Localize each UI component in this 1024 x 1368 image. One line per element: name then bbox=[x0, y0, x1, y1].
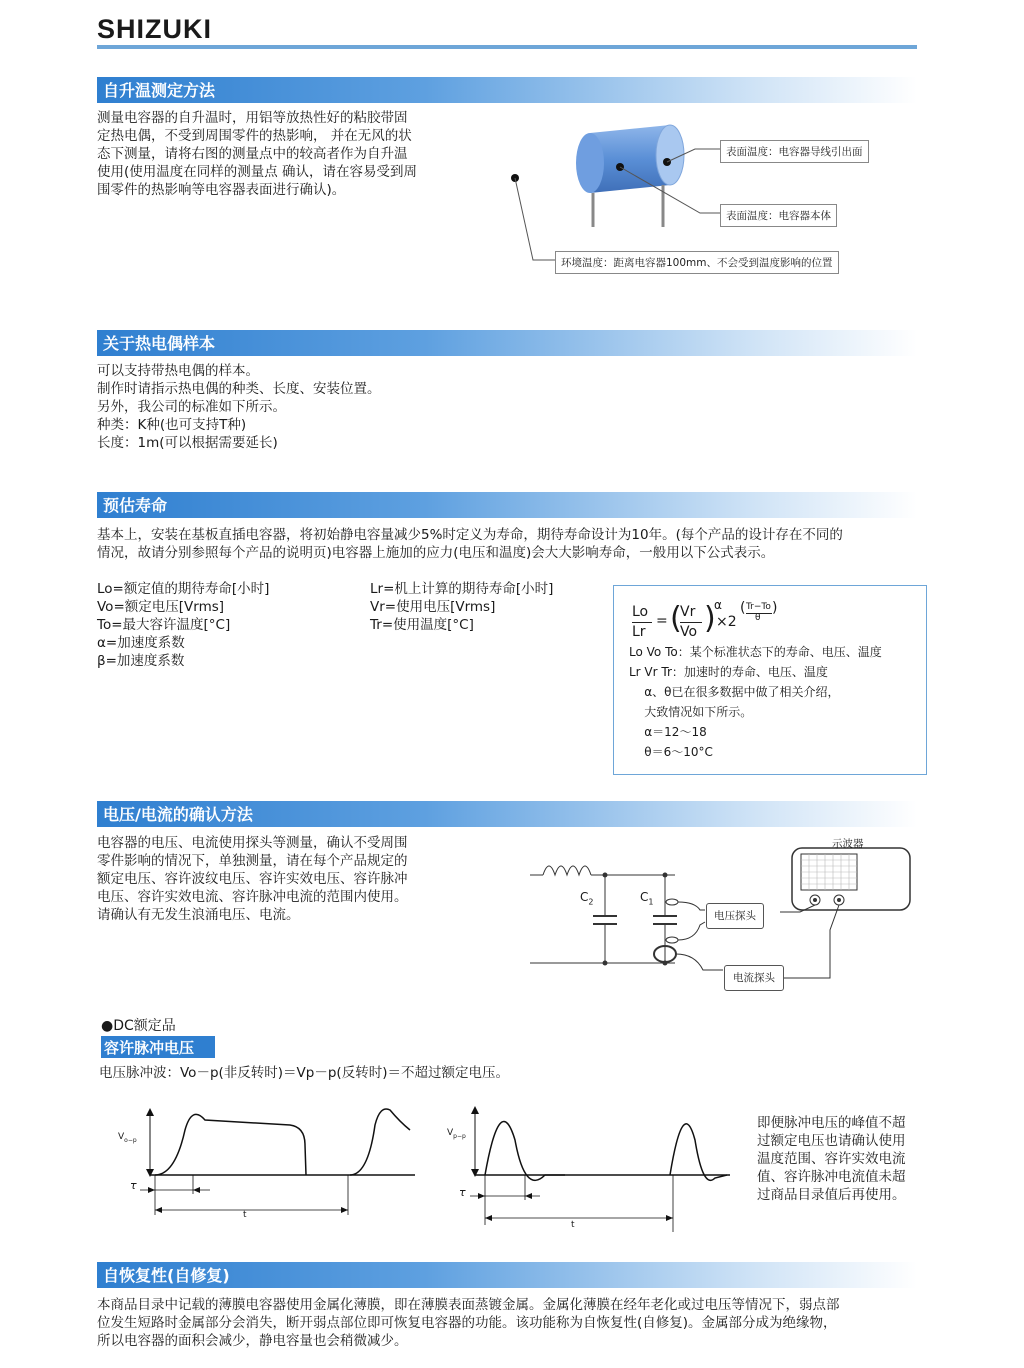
life-body: 基本上，安装在基板直插电容器，将初始静电容量减少5%时定义为寿命，期待寿命设计为10年。(每个产品的设计存在不同的 情况，故请分别参照每个产品的说明页)电容器上施加的应力(电压和温度)会大大影响寿命，一般用以下公式表示。 bbox=[97, 527, 843, 561]
vpp-label: $V_{p-p}$ bbox=[447, 1128, 466, 1140]
pulse-note: 即便脉冲电压的峰值不超 过额定电压也请确认使用 温度范围、容许实效电流 值、容许脉冲电流值未超 过商品目录值后再使用。 bbox=[757, 1115, 906, 1203]
formula-notes: Lo Vo To：某个标准状态下的寿命、电压、温度 Lr Vr Tr：加速时的寿命、电压、温度 α、θ已在很多数据中做了相关介绍， 大致情况如下所示。 α＝12〜18 θ＝6〜10°C bbox=[629, 645, 882, 759]
t-label-1: t bbox=[243, 1210, 247, 1220]
scope-label: 示波器 bbox=[832, 838, 864, 850]
current-probe-label: 电流探头 bbox=[724, 965, 784, 991]
t-label-2: t bbox=[571, 1220, 575, 1230]
formula-box: Lo Lr = ( Vr Vo ) α ×2 ( Tr−To θ ) Lo Vo To：某个标准状态下的寿命、电压、温度 Lr Vr Tr：加速时的寿命、电压、温度 α、θ已在很多数据中做了相关介绍， 大致情况如下所示。 α＝12〜18 θ＝6〜10°C bbox=[613, 585, 927, 775]
thermocouple-body: 可以支持带热电偶的样本。 制作时请指示热电偶的种类、长度、安装位置。 另外，我公司的标准如下所示。 种类：K种(也可支持T种) 长度：1m(可以根据需要延长) bbox=[97, 363, 381, 451]
section-header-selfheal bbox=[97, 1262, 917, 1288]
section-header-voltage bbox=[97, 801, 917, 827]
voltage-probe-label: 电压探头 bbox=[706, 903, 764, 929]
label-ambient: 环境温度：距离电容器100mm、不会受到温度影响的位置 bbox=[555, 251, 839, 274]
self-heat-body: 测量电容器的自升温时，用铝等放热性好的粘胶带固 定热电偶，不受到周围零件的热影响， 并在无风的状 态下测量，请将右图的测量点中的较高者作为自升温 使用(使用温度在同样的测量点 确认，请在容易受到周 围零件的热影响等电容器表面进行确认)。 bbox=[97, 110, 418, 198]
brand-logo: SHIZUKI bbox=[97, 14, 212, 44]
section-title: 自恢复性(自修复) bbox=[103, 1266, 230, 1285]
tau-label-2: τ bbox=[459, 1186, 466, 1199]
voltage-body: 电容器的电压、电流使用探头等测量，确认不受周围 零件影响的情况下，单独测量，请在每个产品规定的 额定电压、容许波纹电压、容许实效电压、容许脉冲 电压、容许实效电流、容许脉冲电流的范围内使用。 请确认有无发生浪涌电压、电流。 bbox=[97, 835, 408, 923]
life-defs-right: Lr=机上计算的期待寿命[小时] Vr=使用电压[Vrms] Tr=使用温度[°C] bbox=[370, 581, 554, 633]
c2-label: $C_2$ bbox=[580, 890, 594, 907]
pulse-formula: 电压脉冲波：Vo－p(非反转时)＝Vp－p(反转时)＝不超过额定电压。 bbox=[99, 1065, 509, 1081]
pulse-chart-inverted bbox=[445, 1100, 735, 1240]
section-title: 自升温测定方法 bbox=[103, 81, 216, 100]
tau-label-1: τ bbox=[130, 1179, 137, 1192]
section-title: 预估寿命 bbox=[103, 496, 168, 515]
section-header-life bbox=[97, 492, 917, 518]
life-defs-left: Lo=额定值的期待寿命[小时] Vo=额定电压[Vrms] To=最大容许温度[°C] α=加速度系数 β=加速度系数 bbox=[97, 581, 270, 669]
selfheal-body: 本商品目录中记载的薄膜电容器使用金属化薄膜，即在薄膜表面蒸镀金属。金属化薄膜在经年老化或过电压等情况下，弱点部 位发生短路时金属部分会消失，断开弱点部位即可恢复电容器的功能。该功能称为自恢复性(自修复)。金属部分成为绝缘物， 所以电容器的面积会减少，静电容量也会稍微减少。 bbox=[97, 1297, 840, 1349]
dc-rated-label: ●DC额定品 bbox=[101, 1018, 176, 1034]
section-header-self-heat bbox=[97, 77, 917, 103]
pulse-subtitle: 容许脉冲电压 bbox=[104, 1039, 195, 1057]
section-header-thermocouple bbox=[97, 330, 917, 356]
v0p-label: $V_{o-p}$ bbox=[118, 1132, 137, 1144]
section-title: 关于热电偶样本 bbox=[103, 334, 216, 353]
c1-label: $C_1$ bbox=[640, 890, 654, 907]
pulse-chart-non-inverted bbox=[110, 1100, 420, 1230]
label-lead-surface: 表面温度：电容器导线引出面 bbox=[720, 140, 869, 163]
header-rule bbox=[97, 45, 917, 49]
section-title: 电压/电流的确认方法 bbox=[103, 805, 253, 824]
label-body-surface: 表面温度：电容器本体 bbox=[720, 204, 837, 227]
pulse-subtitle-bar bbox=[101, 1036, 215, 1058]
